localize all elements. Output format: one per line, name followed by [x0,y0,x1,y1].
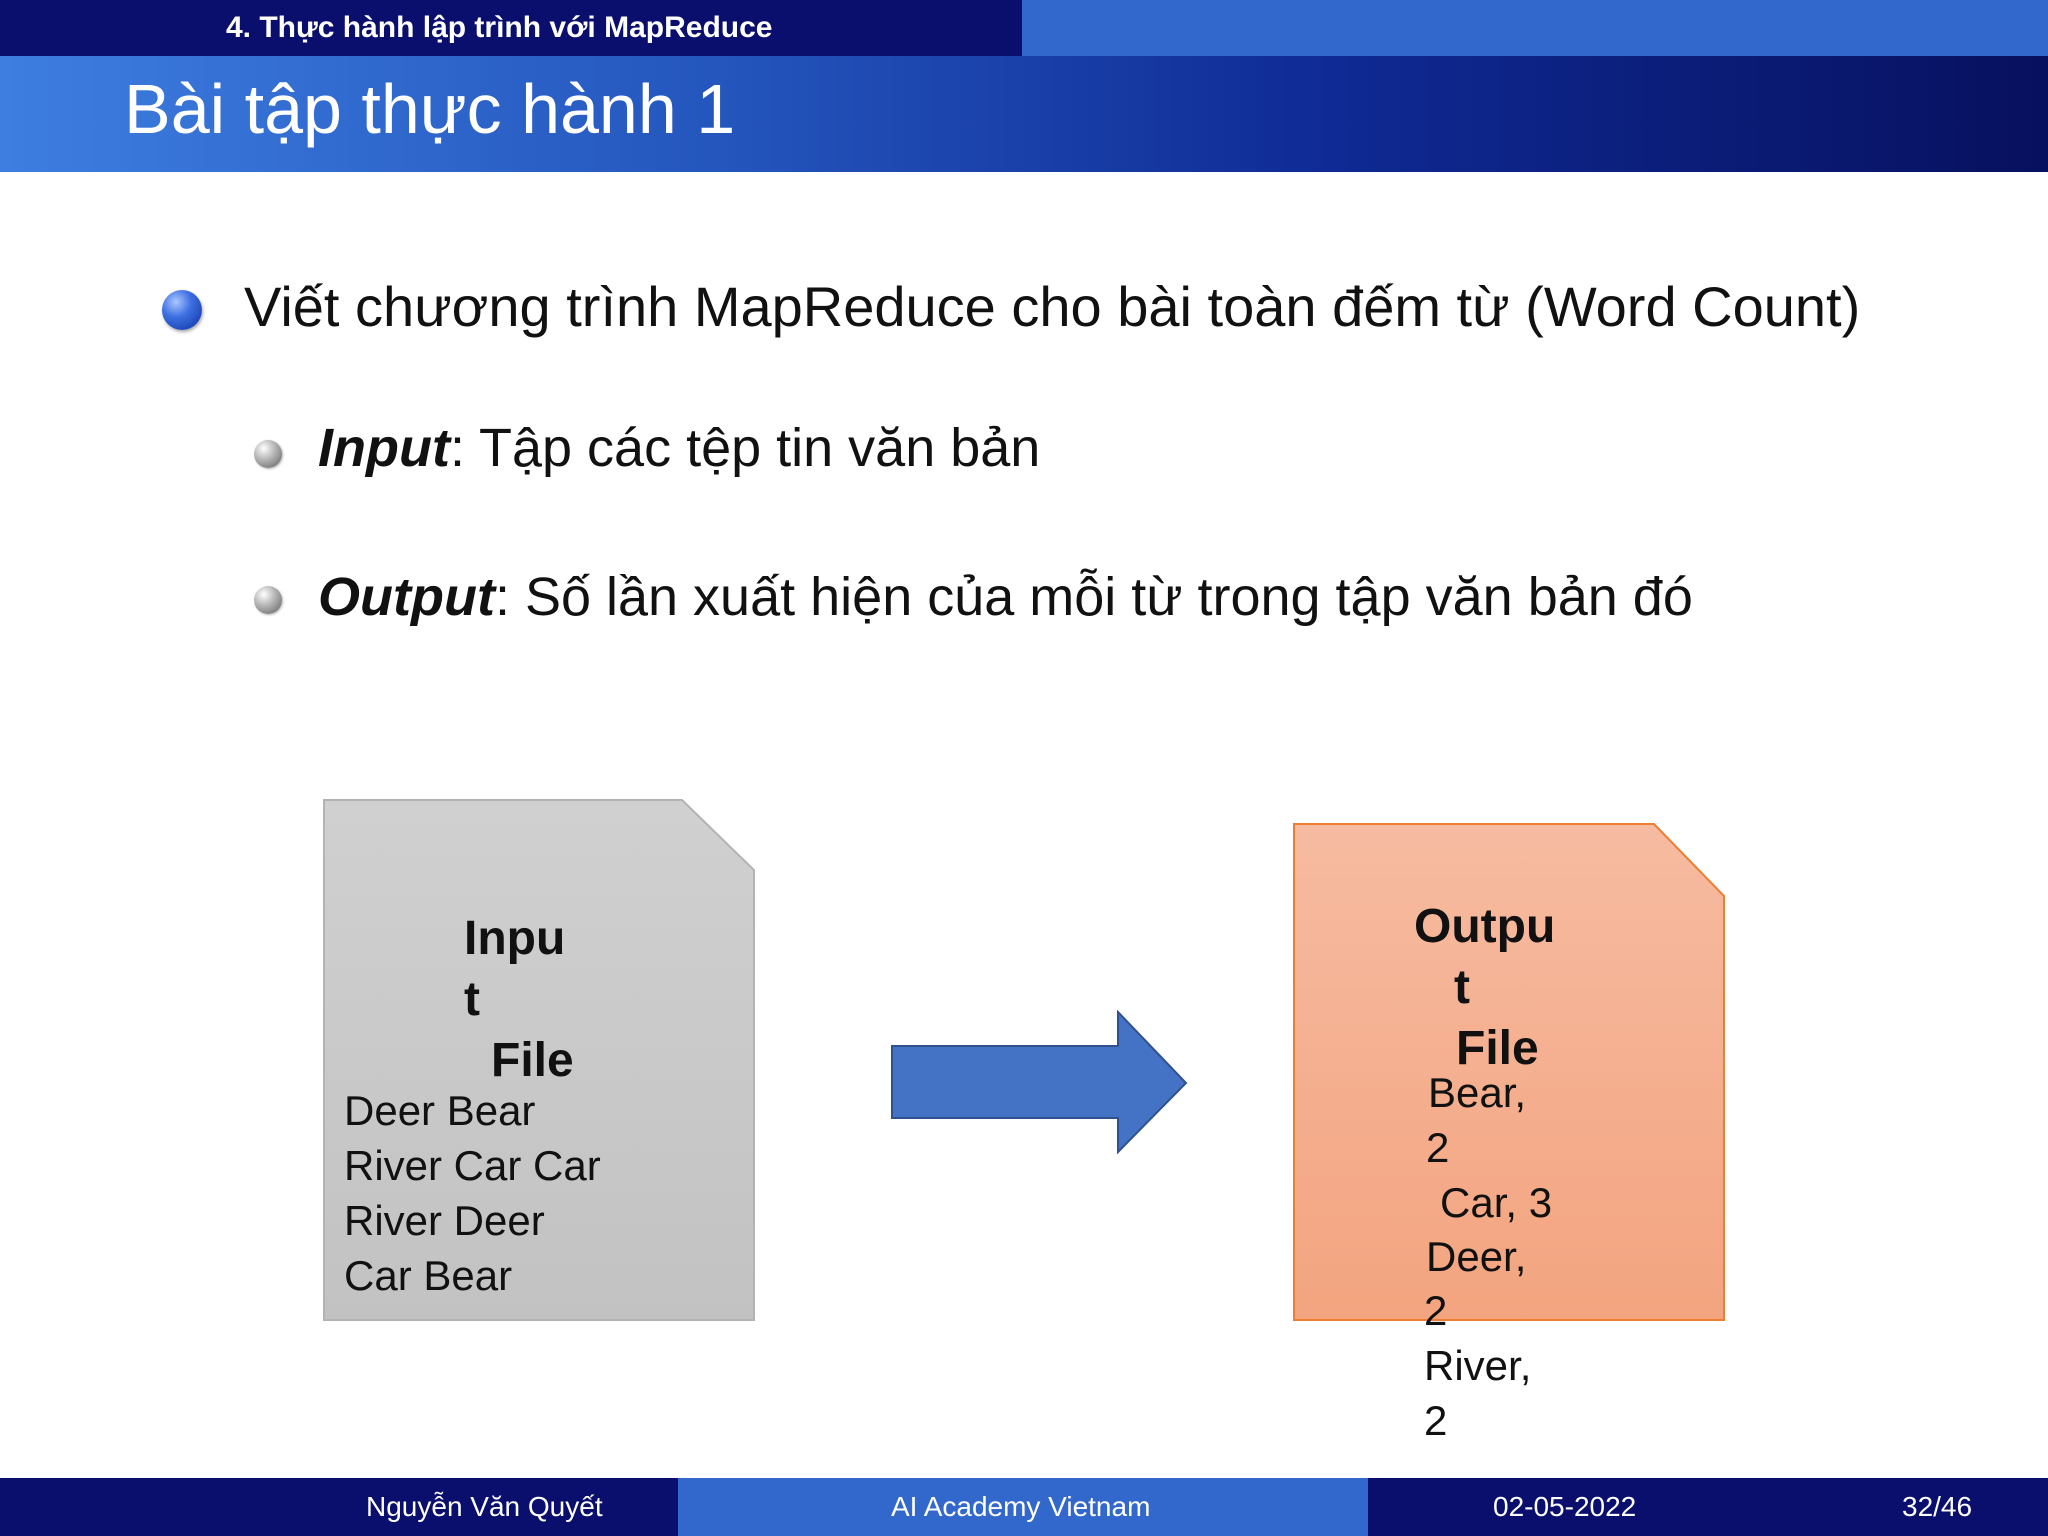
output-file-line: 2 [1424,1287,1448,1334]
sub-bullet-dot [254,440,282,468]
slide-title: Bài tập thực hành 1 [124,70,736,148]
output-file-heading-2: t [1454,961,1470,1014]
sub-bullet-text: : Tập các tệp tin văn bản [449,418,1041,478]
input-file-line: Car Bear [344,1252,513,1299]
input-file-line: River Deer [344,1197,545,1244]
input-file-line: Deer Bear [344,1087,536,1134]
section-title: 4. Thực hành lập trình với MapReduce [226,11,773,44]
bullet-dot [162,290,202,330]
input-file-heading-3: File [491,1034,574,1087]
input-file-heading-1: Inpu [464,912,566,965]
section-header-bar-accent [1022,0,2048,56]
footer-date: 02-05-2022 [1493,1491,1637,1522]
sub-bullet-key: Input [318,418,450,478]
sub-bullet-output [318,563,1693,631]
sub-bullet-input [318,414,1040,482]
output-file-heading-3: File [1456,1022,1539,1075]
footer-author: Nguyễn Văn Quyết [366,1491,603,1522]
sub-bullet-text: : Số lần xuất hiện của mỗi từ trong tập văn bản đó [494,567,1693,627]
footer-page-number: 32/46 [1902,1491,1973,1522]
output-file-line: Car, 3 [1440,1179,1553,1226]
output-file-line: River, [1424,1342,1532,1389]
output-file-line: Deer, [1426,1233,1527,1280]
bullet-main-text: Viết chương trình MapReduce cho bài toàn đếm từ (Word Count) [244,275,1861,338]
output-file-line: 2 [1424,1397,1448,1444]
footer-organization: AI Academy Vietnam [891,1491,1151,1522]
output-file-line: 2 [1426,1124,1450,1171]
right-arrow-icon [890,1010,1190,1156]
output-file-heading-1: Outpu [1414,900,1556,953]
sub-bullet-dot [254,586,282,614]
sub-bullet-key: Output [318,567,495,627]
input-file-heading-2: t [464,973,480,1026]
input-file-line: River Car Car [344,1142,601,1189]
output-file-line: Bear, [1428,1069,1527,1116]
